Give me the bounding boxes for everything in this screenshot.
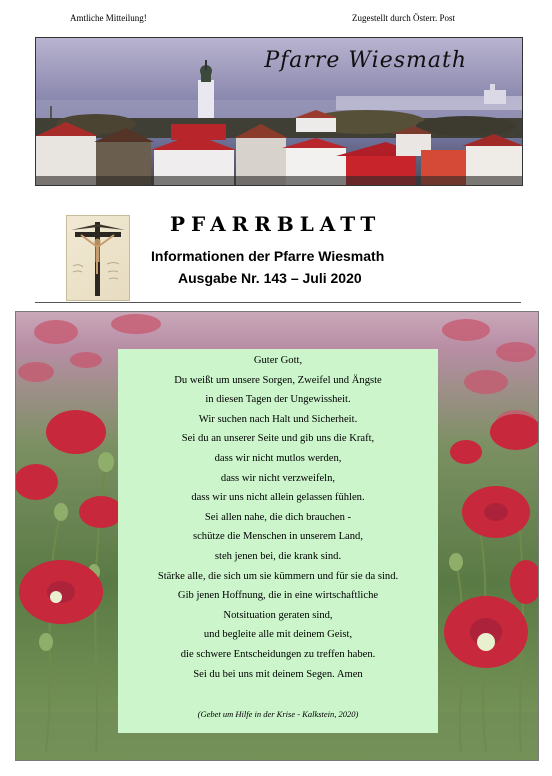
- prayer-line: dass wir uns nicht allein gelassen fühlen.: [191, 492, 365, 504]
- prayer-line: Sei du an unserer Seite und gib uns die Kraft,: [181, 433, 375, 445]
- prayer-line: Sei allen nahe, die dich brauchen -: [204, 511, 352, 523]
- prayer-line: die schwere Entscheidungen zu treffen haben.: [180, 648, 376, 660]
- village-banner-photo: [35, 37, 523, 186]
- banner-title: Pfarre Wiesmath: [264, 48, 467, 73]
- prayer-line: steh jenen bei, die krank sind.: [214, 550, 342, 562]
- prayer-line: Du weißt um unsere Sorgen, Zweifel und Ängste: [174, 374, 382, 386]
- newsletter-subtitle: Informationen der Pfarre Wiesmath: [151, 248, 385, 264]
- newsletter-title: PFARRBLATT: [170, 212, 382, 236]
- prayer-line: in diesen Tagen der Ungewissheit.: [205, 394, 351, 406]
- prayer-line: und begleite alle mit deinem Geist,: [203, 629, 353, 641]
- prayer-line: Wir suchen nach Halt und Sicherheit.: [198, 413, 358, 425]
- prayer-line: Stärke alle, die sich um sie kümmern und für sie da sind.: [157, 570, 399, 582]
- prayer-line: dass wir nicht verzweifeln,: [220, 472, 336, 484]
- issue-number: Ausgabe Nr. 143 – Juli 2020: [178, 270, 362, 286]
- crucifix-logo: [66, 215, 130, 301]
- prayer-text: [118, 349, 438, 684]
- postal-delivery-note: Zugestellt durch Österr. Post: [352, 13, 455, 23]
- prayer-citation: (Gebet um Hilfe in der Krise - Kalkstein, 2020): [197, 709, 359, 719]
- header-divider: [35, 302, 521, 303]
- prayer-line: Sei du bei uns mit deinem Segen. Amen: [193, 668, 363, 680]
- prayer-box: [118, 349, 438, 733]
- prayer-line: dass wir nicht mutlos werden,: [214, 452, 342, 464]
- official-notice-label: Amtliche Mitteilung!: [70, 13, 147, 23]
- prayer-line: Gib jenen Hoffnung, die in eine wirtschaftliche: [177, 590, 379, 602]
- poppy-field-photo: [15, 311, 539, 761]
- prayer-line: Guter Gott,: [253, 355, 303, 366]
- prayer-line: Notsituation geraten sind,: [223, 609, 333, 621]
- prayer-line: schütze die Menschen in unserem Land,: [192, 531, 364, 543]
